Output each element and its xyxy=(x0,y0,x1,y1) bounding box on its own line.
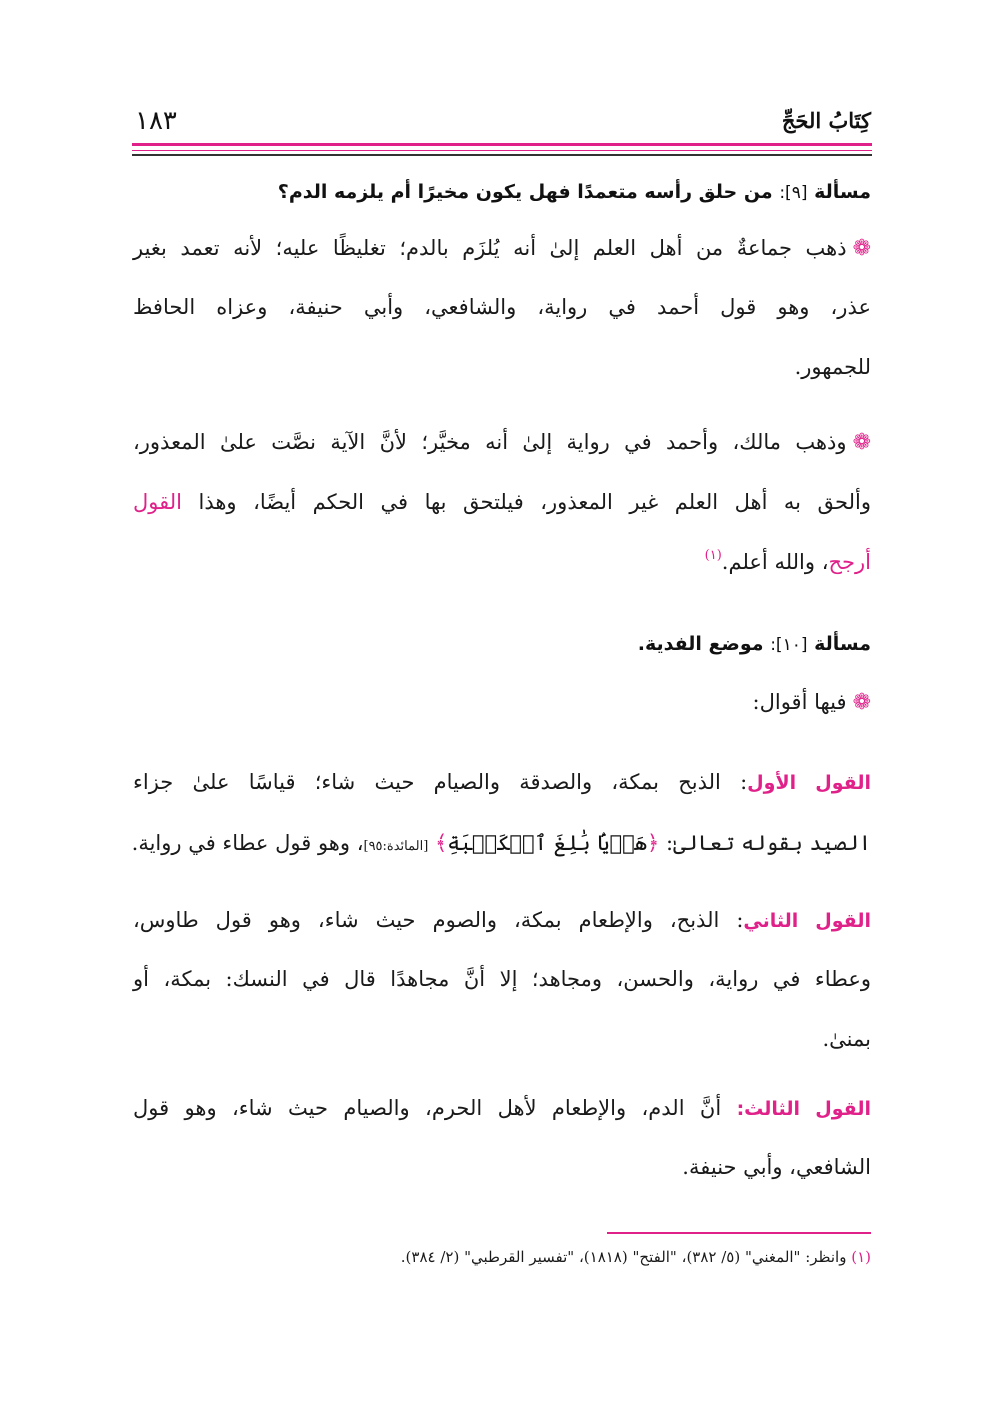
verse-reference: [المائدة:٩٥] xyxy=(363,839,429,854)
para-1-line-3: للجمهور. xyxy=(794,355,871,379)
footnote-number: (١) xyxy=(851,1248,871,1266)
footnote xyxy=(401,1248,871,1266)
intro-line xyxy=(133,690,871,715)
qawl-2-line-3: بمنىٰ. xyxy=(822,1027,871,1051)
qawl-text: : الذبح، والإطعام بمكة، والصوم حيث شاء، وهو قول طاوس، xyxy=(133,908,744,932)
masala-label: مسألة xyxy=(814,181,871,203)
para-2-text-2: وألحق به أهل العلم غير المعذور، فيلتحق بها في الحكم أيضًا، وهذا xyxy=(198,490,871,514)
flower-icon: ❁ xyxy=(852,236,871,261)
qawl-text: : الذبح بمكة، والصدقة والصيام حيث شاء؛ قياسًا علىٰ جزاء xyxy=(133,770,748,794)
qawl-text: الصيد بقوله تعالىٰ: xyxy=(659,831,871,855)
para-2-line-2 xyxy=(133,490,871,514)
para-2-line-1 xyxy=(133,430,871,455)
para-2-text-1: وذهب مالك، وأحمد في رواية إلىٰ أنه مخيَّر؛ لأنَّ الآية نصَّت علىٰ المعذور، xyxy=(133,430,847,454)
qawl-2-line-1 xyxy=(133,908,871,932)
highlight-word: القول xyxy=(133,490,182,514)
intro-text: فيها أقوال: xyxy=(752,690,847,714)
masala-question: من حلق رأسه متعمدًا فهل يكون مخيرًا أم يلزمه الدم؟ xyxy=(277,181,773,203)
qawl-3-line-2: الشافعي، وأبي حنيفة. xyxy=(682,1155,871,1179)
qawl-text: ، وهو قول عطاء في رواية. xyxy=(131,831,364,855)
footnote-text: وانظر: "المغني" (٥/ ٣٨٢)، "الفتح" (١٨١٨)، "تفسير القرطبي" (٢/ ٣٨٤). xyxy=(400,1248,852,1266)
qawl-1-line-2 xyxy=(133,831,871,855)
qawl-text: أنَّ الدم، والإطعام لأهل الحرم، والصيام حيث شاء، وهو قول xyxy=(133,1096,737,1120)
para-1-text-1: ذهب جماعةٌ من أهل العلم إلىٰ أنه يُلزَم بالدم؛ تغليظًا عليه؛ لأنه تعمد بغير xyxy=(133,236,847,260)
chapter-title: كِتَابُ الحَجِّ xyxy=(781,108,871,133)
page-number: ١٨٣ xyxy=(135,106,177,136)
qawl-1-line-1 xyxy=(133,770,871,794)
qawl-3-line-1 xyxy=(133,1096,871,1120)
header-rule-pink xyxy=(132,143,872,146)
flower-icon: ❁ xyxy=(852,430,871,455)
masala-10-heading xyxy=(133,633,871,655)
para-1-line-1 xyxy=(133,236,871,261)
para-2-text-3: ، والله أعلم. xyxy=(721,550,829,574)
quran-brace-close: ﴾ xyxy=(434,831,448,855)
masala-label: مسألة xyxy=(814,633,871,655)
qawl-2-line-2: وعطاء في رواية، والحسن، ومجاهد؛ إلا أنَّ مجاهدًا قال في النسك: بمكة، أو xyxy=(133,967,871,991)
footnote-rule xyxy=(607,1232,871,1234)
masala-index: [٩]: xyxy=(779,183,808,203)
header-rule-dark xyxy=(132,154,872,156)
qawl-label: القول الثالث: xyxy=(736,1098,872,1120)
qawl-label: القول الثاني xyxy=(743,910,871,932)
para-2-line-3 xyxy=(133,550,871,574)
header-rule-thin xyxy=(132,150,872,151)
qawl-label: القول الأول xyxy=(747,772,872,794)
masala-index: [١٠]: xyxy=(770,635,808,655)
quran-verse: هَدۡيَۢا بَٰلِغَ ٱلۡكَعۡبَةِ xyxy=(447,831,648,855)
quran-brace-open: ﴿ xyxy=(647,831,660,855)
masala-question: موضع الفدية. xyxy=(637,633,764,655)
footnote-ref[interactable]: (١) xyxy=(704,548,722,563)
para-1-line-2: عذر، وهو قول أحمد في رواية، والشافعي، وأبي حنيفة، وعزاه الحافظ xyxy=(133,295,871,319)
highlight-word: أرجح xyxy=(828,550,871,574)
masala-9-heading xyxy=(133,181,871,203)
flower-icon: ❁ xyxy=(852,690,871,715)
